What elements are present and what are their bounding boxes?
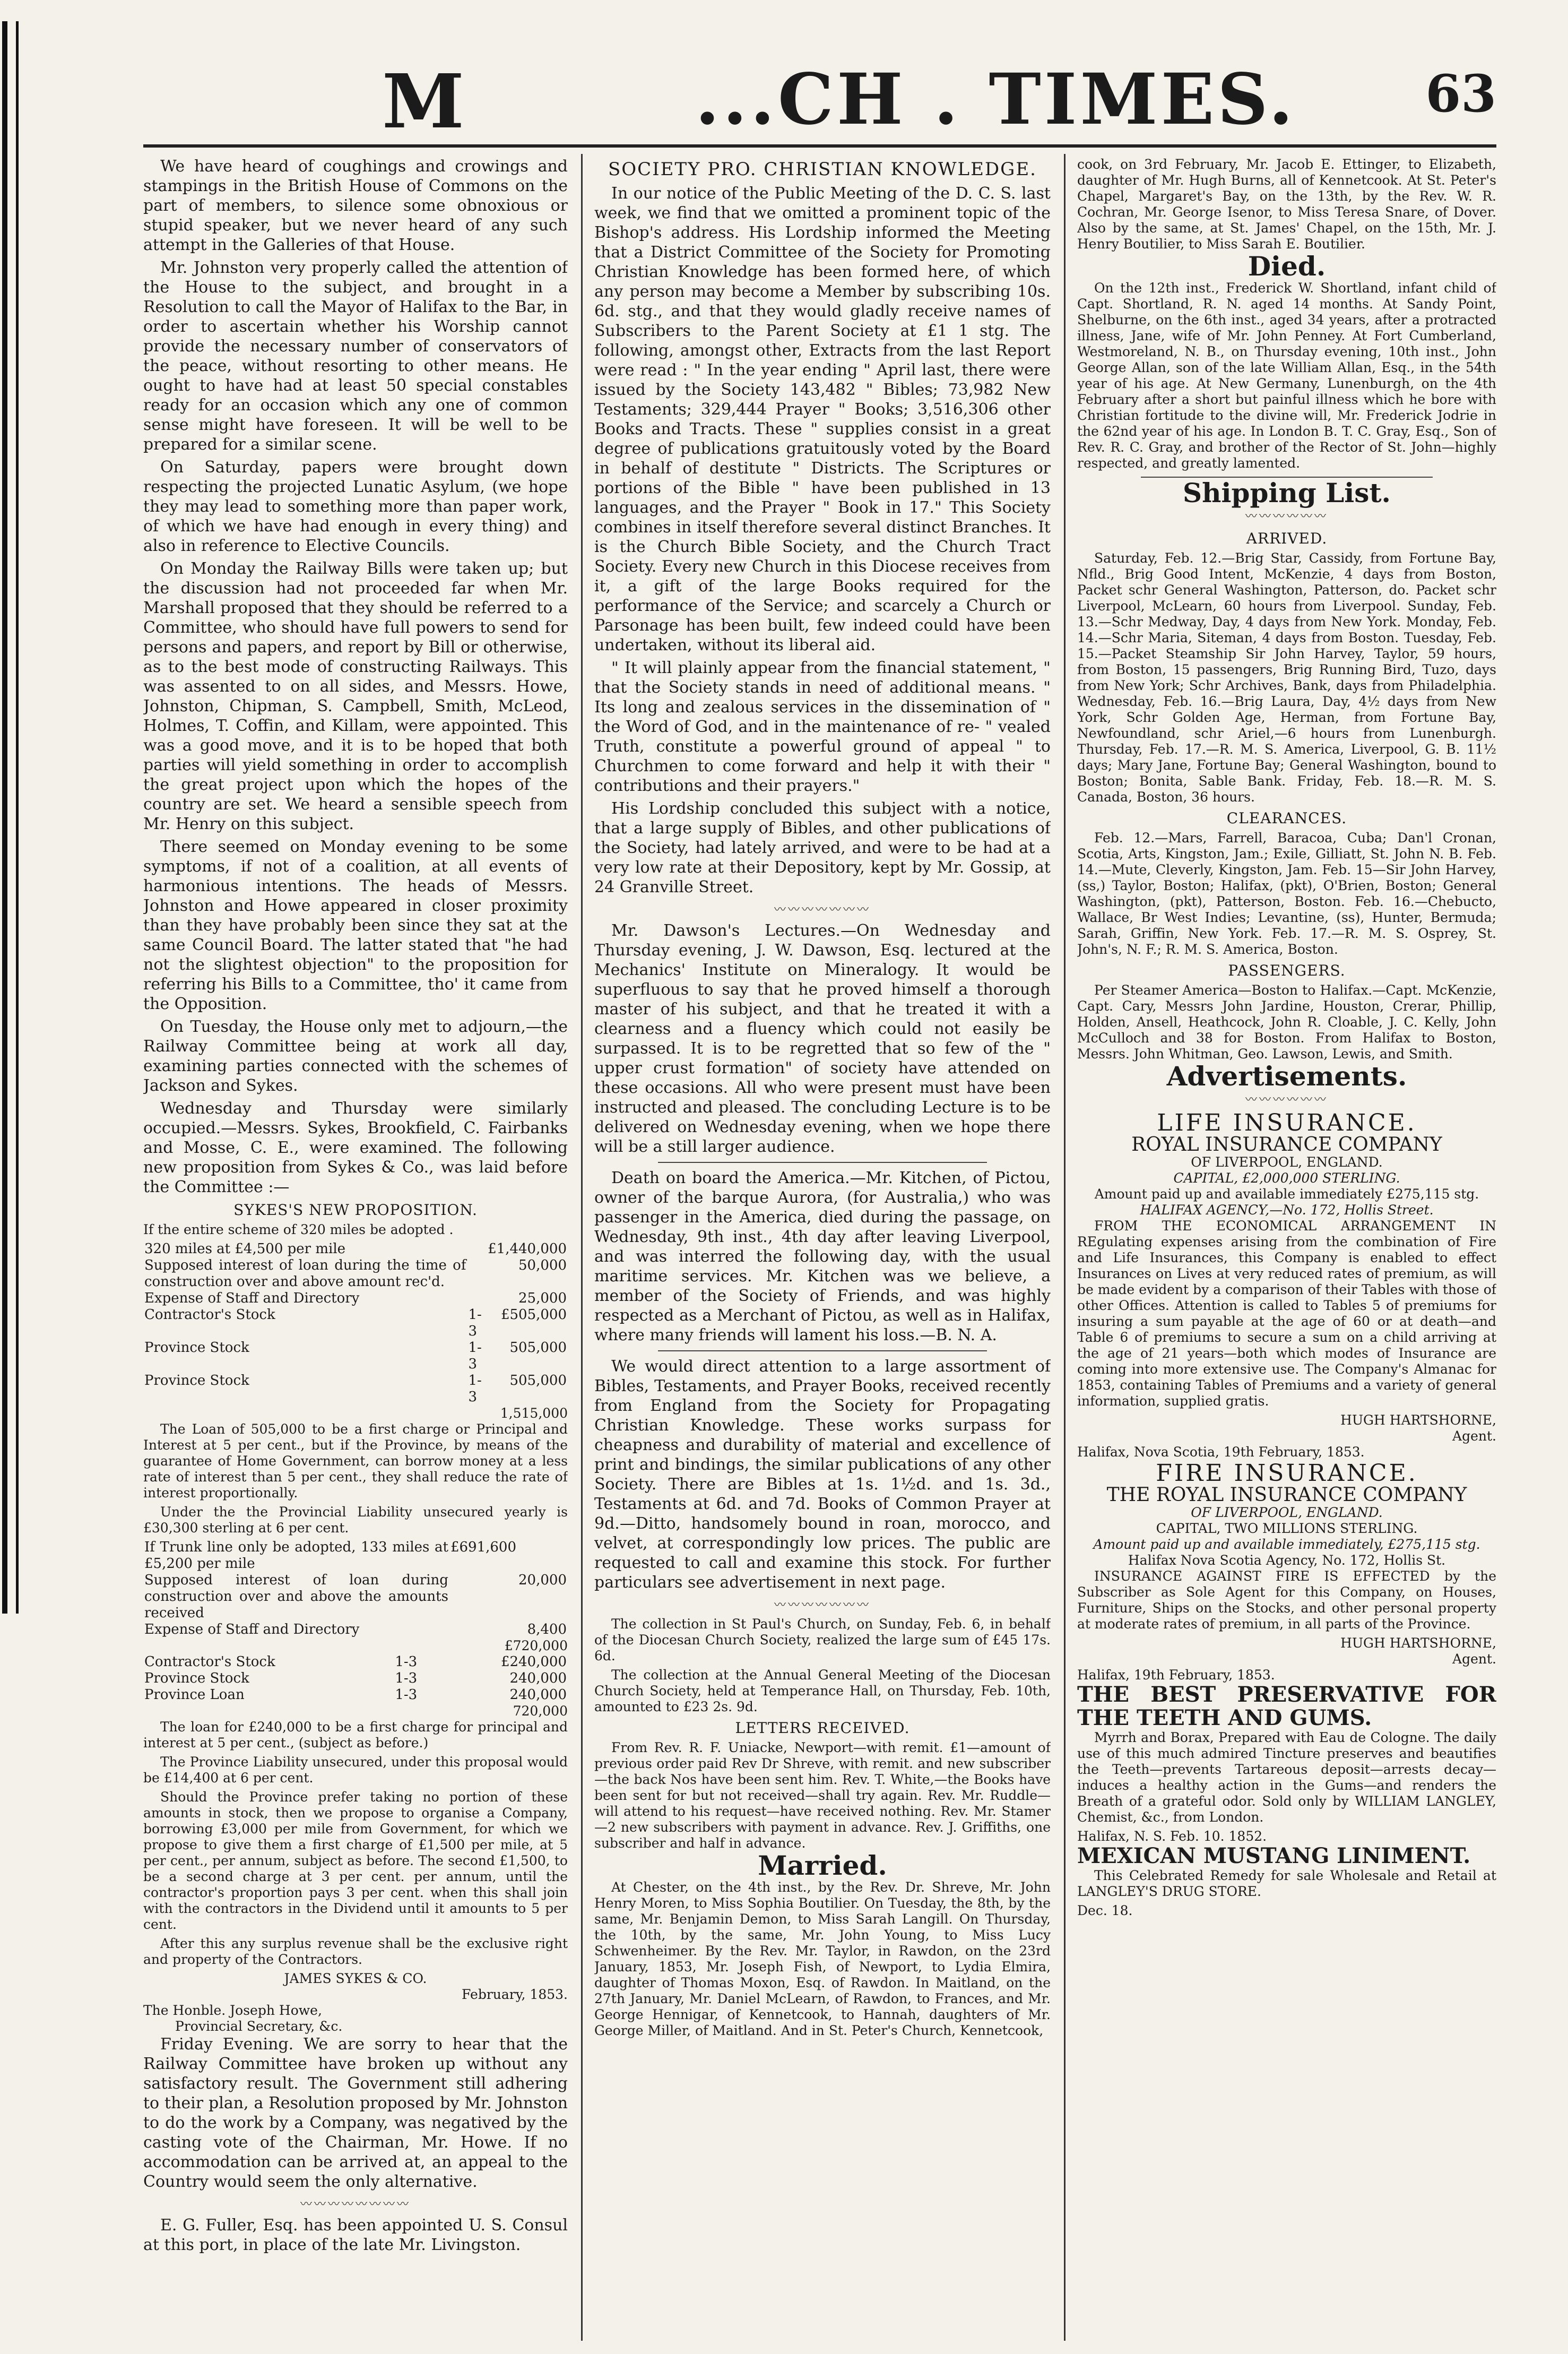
paragraph: Feb. 12.—Mars, Farrell, Baracoa, Cuba; Dan'l Cronan, Scotia, Arts, Kingston, Jam.; Exile, Gilliatt, St. John N. B. Feb. 14.—Mute, Cleverly, Kingston, Jam. Feb. 15—Sir John Harvey, (ss,) Taylor, Boston; Halifax, (pkt), O'Brien, Boston; General Washington, (pkt), Patterson, Boston. Feb. 16.—Chebucto, Wallace, Br West Indies; Levantine, (ss), Hunter, Bermuda; Sarah, Griffin, New York. Feb. 17.—R. M. S. Osprey, St. John's, N. F.; R. M. S. America, Boston. [1077,830,1496,957]
note: The Loan of 505,000 to be a first charge or Principal and Interest at 5 per cent., but if the Province, by means of the guarantee of Home Government, can borrow money at a less rate of interest than 5 per cent., they shall reduce the rate of interest proportionally. [143,1421,568,1501]
row-value: 8,400 [527,1622,567,1637]
ad-date: Halifax, N. S. Feb. 10. 1852. [1077,1829,1267,1844]
ad-body: This Celebrated Remedy for sale Wholesale and Retail at LANGLEY'S DRUG STORE. [1077,1868,1496,1899]
column-3 [1077,157,1496,2343]
row-frac: 1-3 [468,1373,482,1405]
page-number: 63 [1425,64,1496,124]
paragraph: The collection at the Annual General Meeting of the Diocesan Church Society, held at Temperance Hall, on Thursday, Feb. 10th, amounted to £23 2s. 9d. [594,1667,1051,1714]
ad-line: HALIFAX AGENCY,—No. 172, Hollis Street. [1140,1202,1434,1218]
row-label: Expense of Staff and Directory [144,1622,360,1637]
ad-date: Dec. 18. [1077,1903,1133,1918]
row-frac: 1-3 [468,1340,482,1372]
ad-body: Myrrh and Borax, Prepared with Eau de Cologne. The daily use of this much admired Tincture preserves and beautifies the Teeth—prevents Tartareous deposit—arrests decay—induces a healthy action in the Gums—and renders the Breath of a grateful odor. Sold only by WILLIAM LANGLEY, Chemist, &c., from London. [1077,1730,1496,1825]
section-heading: SYKES'S NEW PROPOSITION. [233,1201,478,1219]
signature: JAMES SYKES & CO. [284,1971,427,1986]
ad-line: CAPITAL, TWO MILLIONS STERLING. [1156,1521,1418,1536]
row-frac [467,1241,487,1257]
row-value: £1,440,000 [488,1241,567,1257]
ad-heading: MEXICAN MUSTANG LINIMENT. [1077,1843,1471,1868]
paragraph: We have heard of coughings and crowings and stampings in the British House of Commons on the part of members, to silence some obnoxious or stupid speaker, but we never heard of any such attempt in the Galleries of that House. [143,157,568,254]
row-label: Contractor's Stock [144,1654,275,1670]
ad-heading: LIFE INSURANCE. [1157,1109,1417,1136]
paragraph: Mr. Dawson's Lectures.—On Wednesday and Thursday evening, J. W. Dawson, Esq. lectured at the Mechanics' Institute on Mineralogy. It would be superfluous to say that he proved himself a thorough master of his subject, and that he treated it with a clearness and a fluency which could not easily be surpassed. It is to be regretted that so few of the " upper crust formation" of society have attended on these occasions. All who were present must have been instructed and pleased. The concluding Lecture is to be delivered on Wednesday evening, when we hope there will be a still larger audience. [594,921,1051,1156]
separator [658,1350,987,1351]
table-row [143,1622,568,1638]
note: Under the the Provincial Liability unsecured yearly is £30,300 sterling at 6 per cent. [143,1504,568,1536]
table-row [143,1373,568,1405]
signature-date: February, 1853. [462,1987,568,2002]
table-total: 720,000 [513,1703,568,1719]
subsection-heading: PASSENGERS. [1228,962,1346,979]
subsection-heading: ARRIVED. [1246,530,1328,547]
paragraph: Friday Evening. We are sorry to hear that the Railway Committee have broken up without any satisfactory result. The Government still adhering to their plan, a Resolution proposed by Mr. Johnston to do the work by a Company, was negatived by the casting vote of the Chairman, Mr. Howe. If no accommodation can be arrived at, an appeal to the Country would seem the only alternative. [143,2035,568,2191]
paragraph: From Rev. R. F. Uniacke, Newport—with remit. £1—amount of previous order paid Rev Dr Shreve, with remit. and new subscriber—the back Nos have been sent him. Rev. T. White,—the Books have been sent for but not received—shall try again. Rev. Mr. Ruddle—will attend to his request—have received nothing. Rev. Mr. Stamer—2 new subscribers with payment in advance. Rev. J. Griffiths, one subscriber and half in advance. [594,1740,1051,1851]
paragraph: His Lordship concluded this subject with a notice, that a large supply of Bibles, and other publications of the Society, had lately arrived, and were to be had at a very low rate at their Depository, kept by Mr. Gossip, at 24 Granville Street. [594,799,1051,896]
table-row [143,1572,568,1622]
table-total: 1,515,000 [500,1405,568,1421]
section-heading: Died. [1248,251,1326,282]
ad-signature: HUGH HARTSHORNE, [1340,1635,1496,1651]
ad-company: THE ROYAL INSURANCE COMPANY [1106,1484,1467,1506]
row-value: £505,000 [500,1307,567,1323]
separator: 〰〰〰〰〰〰〰〰 [300,2198,411,2211]
ad-heading: FIRE INSURANCE. [1156,1460,1418,1487]
paragraph: We would direct attention to a large assortment of Bibles, Testaments, and Prayer Books, received recently from England from the Society for Propagating Christian Knowledge. These works surpass for cheapness and durability of material and excellence of print and bindings, the similar publications of any other Society. There are Bibles at 1s. 1½d. and 1s. 3d., Testaments at 6d. and 7d. Books of Common Prayer at 9d.—Ditto, handsomely bound in roan, morocco, and velvet, at correspondingly low prices. The public are requested to call and examine this stock. For further particulars see advertisement in next page. [594,1357,1051,1592]
ad-agent: Agent. [1452,1428,1496,1444]
page-edge-mark [0,21,25,1614]
row-label: Supposed interest of loan during the time of construction over and above amount rec'd. [144,1257,466,1290]
row-value: 505,000 [509,1340,567,1356]
column-divider [1064,154,1065,2341]
row-value: 240,000 [509,1687,567,1703]
column-divider [581,154,583,2341]
ad-line: OF LIVERPOOL, ENGLAND. [1191,1154,1383,1170]
note: After this any surplus revenue shall be the exclusive right and property of the Contractors. [143,1936,568,1967]
masthead-title: ...CH . TIMES. [695,58,1296,141]
ad-date: Halifax, Nova Scotia, 19th February, 1853. [1077,1444,1365,1460]
ad-line: Halifax Nova Scotia Agency, No. 172, Hollis St. [1128,1553,1446,1568]
paragraph: On the 12th inst., Frederick W. Shortland, infant child of Capt. Shortland, R. N. aged 14 months. At Sandy Point, Shelburne, on the 6th inst., aged 34 years, after a protracted illness, Jane, wife of Mr. John Penney. At Fort Cumberland, Westmoreland, N. B., on Thursday evening, 10th inst., John George Allan, son of the late William Allan, Esq., in the 54th year of his age. At New Germany, Lunenburgh, on the 4th February after a short but painful illness which he bore with Christian fortitude to the divine will, Mr. Frederick Jodrie in the 62nd year of his age. In London B. T. C. Gray, Esq., Son of Rev. R. C. Gray, and brother of the Rector of St. John—highly respected, and greatly lamented. [1077,280,1496,471]
table-row [143,1687,568,1703]
addressee: The Honble. Joseph Howe, [143,2003,322,2018]
table-intro: If the entire scheme of 320 miles be adopted . [143,1222,454,1237]
row-frac [467,1290,487,1307]
row-label: Province Stock [144,1373,249,1389]
column-1 [143,157,568,2343]
masthead [133,53,1496,143]
note: The Province Liability unsecured, under this proposal would be £14,400 at 6 per cent. [143,1754,568,1786]
row-value: 50,000 [518,1257,567,1273]
paragraph: On Monday the Railway Bills were taken up; but the discussion had not proceeded far when Mr. Marshall proposed that they should be referred to a Committee, who should have full powers to send for persons and papers, and report by Bill or otherwise, as to the best mode of constructing Railways. This was assented to on all sides, and Messrs. Howe, Johnston, Chipman, S. Campbell, Smith, McLeod, Holmes, T. Coffin, and Killam, were appointed. This was a good move, and it is to be hoped that both parties will yield something in order to accomplish the great project upon which the hopes of the country are set. We heard a sensible speech from Mr. Henry on this subject. [143,559,568,833]
figures-table [143,1241,568,1405]
ad-agent: Agent. [1452,1651,1496,1667]
figures-table [143,1539,568,1638]
table-row [143,1307,568,1340]
row-label: Province Stock [144,1670,249,1686]
ad-body: INSURANCE AGAINST FIRE IS EFFECTED by the Subscriber as Sole Agent for this Company, on Houses, Furniture, Ships on the Stocks, and other personal property at moderate rates of premium, in all parts of the Province. [1077,1568,1496,1632]
section-heading: Married. [758,1850,887,1881]
table-row [143,1257,568,1290]
paragraph: In our notice of the Public Meeting of the D. C. S. last week, we find that we omitted a prominent topic of the Bishop's address. His Lordship informed the Meeting that a District Committee of the Society for Promoting Christian Knowledge has been formed here, of which any person may become a Member by subscribing 10s. 6d. stg., and that they would gladly receive names of Subscribers to the Parent Society at £1 1 stg. The following, amongst other, Extracts from the last Report were read : " In the year ending " April last, there were issued by the Society 143,482 " Bibles; 73,982 New Testaments; 329,444 Prayer " Books; 3,516,306 other Books and Tracts. These " supplies consist in a great degree of publications gratuitously voted by the Board in behalf of destitute " Districts. The Scriptures or portions of the Bible " have been published in 13 languages, and the Prayer " Book in 17." This Society combines in itself therefore several distinct Branches. It is the Church Bible Society, and the Church Tract Society. Every new Church in this Diocese receives from it, a gift of the large Books required for the performance of the Service; and scarcely a Church or Parsonage has been built, few indeed could have been undertaken, without its liberal aid. [594,184,1051,654]
table-row [143,1654,568,1670]
addressee-title: Provincial Secretary, &c. [175,2019,343,2034]
row-label: Supposed interest of loan during construction over and above the amounts received [144,1572,448,1621]
paragraph: On Tuesday, the House only met to adjourn,—the Railway Committee being at work all day, examining parties connected with the schemes of Jackson and Sykes. [143,1018,568,1095]
separator: 〰〰〰〰〰〰 [1245,510,1328,523]
row-frac: 1-3 [468,1307,482,1339]
row-label: Province Stock [144,1340,249,1356]
row-value: 240,000 [509,1670,567,1686]
ad-company: ROYAL INSURANCE COMPANY [1131,1134,1442,1156]
row-label: If Trunk line only be adopted, 133 miles at £5,200 per mile [144,1539,448,1572]
paragraph: At Chester, on the 4th inst., by the Rev. Dr. Shreve, Mr. John Henry Moren, to Miss Sophia Boutilier. On Tuesday, the 8th, by the same, Mr. Benjamin Demon, to Miss Sarah Langill. On Thursday, the 10th, by the same, Mr. John Young, to Miss Lucy Schwenheimer. By the Rev. Mr. Taylor, in Rawdon, on the 23rd January, 1853, Mr. Joseph Fish, of Newport, to Lydia Elmira, daughter of Thomas Moxon, Esq. of Rawdon. In Maitland, on the 27th January, Mr. Daniel McLearn, of Rawdon, to Frances, and Mr. George Hennigar, of Kennetcook, to Hannah, daughters of Mr. George Miller, of Maitland. And in St. Peter's Church, Kennetcook, [594,1879,1051,2038]
row-label: Province Loan [144,1687,245,1703]
separator: 〰〰〰〰〰〰〰 [774,903,871,917]
ad-body: FROM THE ECONOMICAL ARRANGEMENT IN REgulating expenses arising from the combination of Fire and Life Insurances, this Company is enabled to effect Insurances on Lives at very reduced rates of premium, as will be made evident by a comparison of their Tables with those of other Offices. Attention is called to Tables 5 of premiums for insuring a sum payable at the age of 60 or at death—and Table 6 of premiums to secure a sum on a child arriving at the age of 21 years—both which modes of Insurance are coming into more extensive use. The Company's Almanac for 1853, containing Tables of Premiums and a variety of general information, supplied gratis. [1077,1218,1496,1409]
row-value: 20,000 [518,1572,567,1588]
masthead-initial: M [382,58,464,145]
note: The loan for £240,000 to be a first charge for principal and interest at 5 per cent., (subject as before.) [143,1719,568,1751]
row-value: £240,000 [500,1654,567,1670]
paragraph: There seemed on Monday evening to be some symptoms, if not of a coalition, at all events of harmonious intentions. The heads of Messrs. Johnston and Howe appeared in closer proximity than they have probably been since they sat at the same Council Board. The latter stated that "he had not the slightest objection" to the proposition for referring his Bills to a Committee, tho' it came from the Opposition. [143,838,568,1013]
table-row [143,1539,568,1572]
separator: 〰〰〰〰〰〰 [1245,1093,1328,1107]
table-row [143,1241,568,1257]
paragraph: cook, on 3rd February, Mr. Jacob E. Ettinger, to Elizabeth, daughter of Mr. Hugh Burns, all of Kennetcook. At St. Peter's Chapel, Margaret's Bay, on the 13th, by the Rev. W. R. Cochran, Mr. George Isenor, to Miss Teresa Snare, of Dover. Also by the same, at St. James' Chapel, on the 15th, Mr. J. Henry Boutilier, to Miss Sarah E. Boutilier. [1077,157,1496,252]
figures-table [143,1654,568,1703]
paragraph: The collection in St Paul's Church, on Sunday, Feb. 6, in behalf of the Diocesan Church Society, realized the large sum of £45 17s. 6d. [594,1616,1051,1663]
ad-heading: THE BEST PRESERVATIVE FOR THE TEETH AND GUMS. [1077,1682,1496,1730]
table-total: £720,000 [504,1638,568,1653]
paragraph: Per Steamer America—Boston to Halifax.—Capt. McKenzie, Capt. Cary, Messrs John Jardine, Houston, Crerar, Phillip, Holden, Ansell, Heathcock, John R. Cloable, J. C. Kelly, John McCulloch and 38 for Boston. From Halifax to Boston, Messrs. John Whitman, Geo. Lawson, Lewis, and Smith. [1077,982,1496,1062]
ad-line: Amount paid up and available immediately £275,115 stg. [1094,1186,1479,1202]
note: Should the Province prefer taking no portion of these amounts in stock, then we propose to organise a Company, borrowing £3,000 per mile from Government, for which we propose to give them a first charge of £1,500 per mile, at 5 per cent., per annum, subject as before. The second £1,500, to be a second charge at 3 per cent. per annum, until the contractor's proportion pays 3 per cent. when this shall join with the contractors in the Dividend until it amounts to 5 per cent. [143,1789,568,1932]
table-row [143,1290,568,1307]
paragraph: Death on board the America.—Mr. Kitchen, of Pictou, owner of the barque Aurora, (for Australia,) who was passenger in the America, died during the passage, on Wednesday, 9th inst., 4th day after leaving Liverpool, and was interred the following day, with the usual maritime services. Mr. Kitchen was we believe, a member of the Society of Friends, and was highly respected as a Merchant of Pictou, as well as in Halifax, where many friends will lament his loss.—B. N. A. [594,1169,1051,1344]
column-2 [594,157,1051,2343]
section-heading: Advertisements. [1166,1060,1407,1092]
ad-signature: HUGH HARTSHORNE, [1340,1412,1496,1428]
row-value: 505,000 [509,1373,567,1389]
table-row [143,1340,568,1373]
paragraph: Saturday, Feb. 12.—Brig Star, Cassidy, from Fortune Bay, Nfld., Brig Good Intent, McKenzie, 4 days from Boston, Packet schr General Washington, Patterson, do. Packet schr Liverpool, McLearn, 60 hours from Liverpool. Sunday, Feb. 13.—Schr Medway, Day, 4 days from New York. Monday, Feb. 14.—Schr Maria, Siteman, 4 days from Boston. Tuesday, Feb. 15.—Packet Steamship Sir John Harvey, Taylor, 59 hours, from Boston, 15 passengers, Brig Running Bird, Tuzo, days from New York; Schr Archives, Bank, days from Philadelphia. Wednesday, Feb. 16.—Brig Laura, Day, 4½ days from New York, Schr Golden Age, Herman, from Fortune Bay, Newfoundland, schr Ariel,—6 hours from Lunenburgh. Thursday, Feb. 17.—R. M. S. America, Liverpool, G. B. 11½ days; Mary Jane, Fortune Bay; General Washington, bound to Boston; Bonita, Sable Bank. Friday, Feb. 18.—R. M. S. Canada, Boston, 36 hours. [1077,550,1496,805]
row-value: 25,000 [518,1290,567,1306]
ad-date: Halifax, 19th February, 1853. [1077,1667,1275,1683]
row-frac: 1-3 [395,1670,418,1686]
row-value: £691,600 [450,1539,517,1555]
row-frac: 1-3 [395,1687,418,1703]
subsection-heading: CLEARANCES. [1226,809,1347,827]
paragraph: Wednesday and Thursday were similarly occupied.—Messrs. Sykes, Brookfield, C. Fairbanks and Mosse, C. E., were examined. The following new proposition from Sykes & Co., was laid before the Committee :— [143,1099,568,1196]
paragraph: " It will plainly appear from the financial statement, " that the Society stands in need of additional means. " Its long and zealous services in the dissemination of " the Word of God, and in the maintenance of re- " vealed Truth, constitute a powerful ground of appeal " to Churchmen to come forward and help it with their " contributions and their prayers." [594,659,1051,795]
masthead-rule [143,144,1496,148]
separator: 〰〰〰〰〰〰〰 [774,1599,871,1612]
row-label: Expense of Staff and Directory [144,1290,360,1306]
ad-line: Amount paid up and available immediately, £275,115 stg. [1093,1537,1480,1552]
row-frac [449,1622,517,1638]
section-heading: SOCIETY PRO. CHRISTIAN KNOWLEDGE. [608,159,1037,180]
section-heading: Shipping List. [1183,477,1391,508]
separator [658,1162,987,1163]
paragraph: Mr. Johnston very properly called the attention of the House to the subject, and brought in a Resolution to call the Mayor of Halifax to the Bar, in order to ascertain whether his Worship cannot provide the necessary number of conservators of the peace, without resorting to other means. He ought to have had at least 50 special constables ready for an occasion which any one of common sense might have foreseen. It will be well to be prepared for a similar scene. [143,258,568,454]
row-label: 320 miles at £4,500 per mile [144,1241,346,1257]
row-frac: 1-3 [395,1654,418,1670]
paragraph: On Saturday, papers were brought down respecting the projected Lunatic Asylum, (we hope they may lead to something more than paper work, of which we have had enough in every thing) and also in reference to Elective Councils. [143,458,568,555]
paragraph: E. G. Fuller, Esq. has been appointed U. S. Consul at this port, in place of the late Mr. Livingston. [143,2216,568,2254]
ad-line: OF LIVERPOOL, ENGLAND. [1191,1505,1383,1520]
row-frac [467,1257,487,1290]
section-heading: LETTERS RECEIVED. [735,1719,910,1737]
row-frac [449,1572,517,1622]
row-label: Contractor's Stock [144,1307,275,1323]
table-row [143,1670,568,1687]
ad-line: CAPITAL, £2,000,000 STERLING. [1173,1170,1400,1186]
